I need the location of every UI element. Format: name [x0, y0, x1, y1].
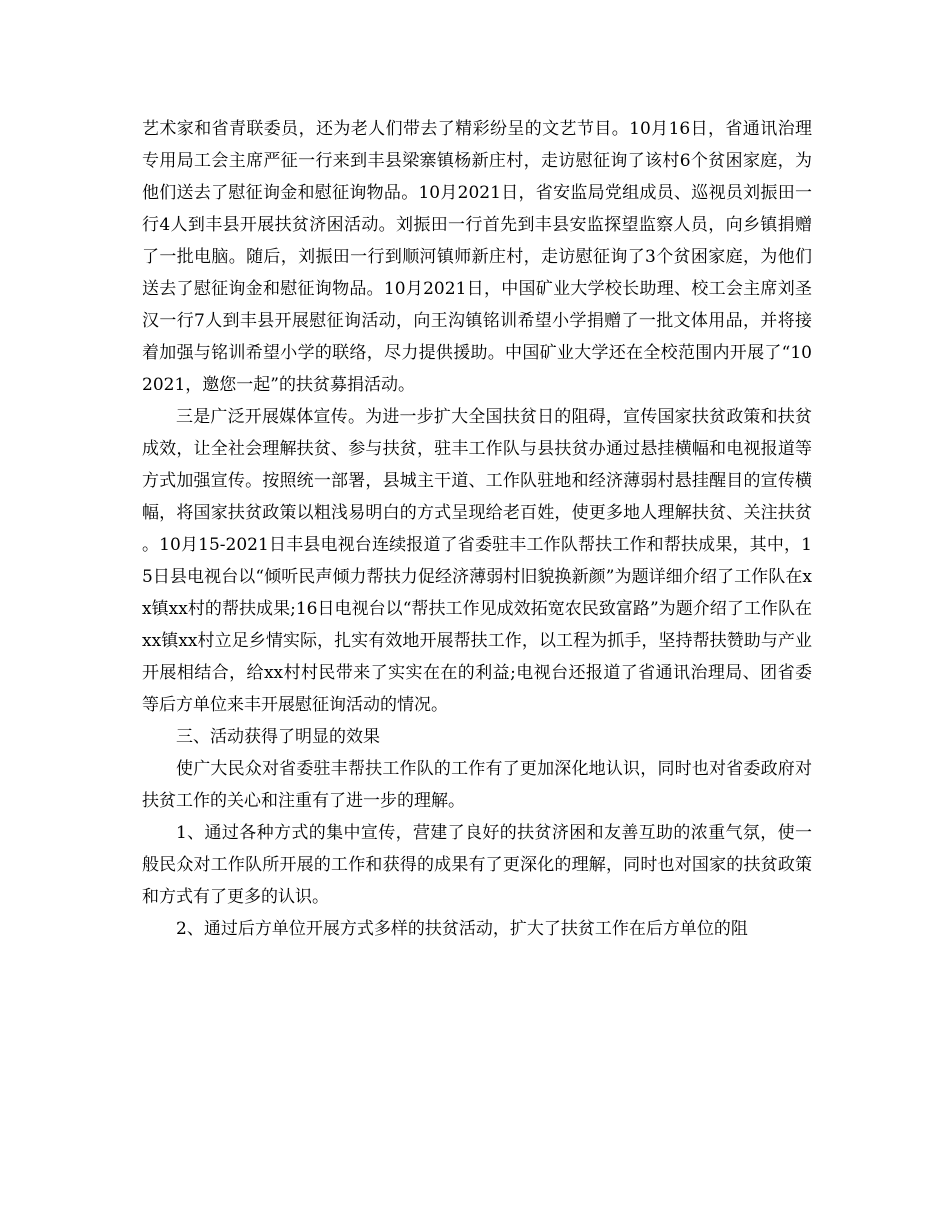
paragraph-media-publicity: 三是广泛开展媒体宣传。为进一步扩大全国扶贫日的阻碍，宣传国家扶贫政策和扶贫成效，让全社会理解扶贫、参与扶贫，驻丰工作队与县扶贫办通过悬挂横幅和电视报道等方式加强宣传。按照统一部署，县城主干道、工作队驻地和经济薄弱村悬挂醒目的宣传横幅，将国家扶贫政策以粗浅易明白的方式呈现给老百姓，使更多地人理解扶贫、关注扶贫。10月15-2021日丰县电视台连续报道了省委驻丰工作队帮扶工作和帮扶成果，其中，15日县电视台以“倾听民声倾力帮扶力促经济薄弱村旧貌换新颜”为题详细介绍了工作队在xx镇xx村的帮扶成果;16日电视台以“帮扶工作见成效拓宽农民致富路”为题介绍了工作队在xx镇xx村立足乡情实际，扎实有效地开展帮扶工作，以工程为抓手，坚持帮扶赞助与产业开展相结合，给xx村村民带来了实实在在的利益;电视台还报道了省通讯治理局、团省委等后方单位来丰开展慰征询活动的情况。	[142, 407, 812, 715]
section-heading-results: 三、活动获得了明显的效果	[176, 727, 380, 747]
paragraph-results-summary: 使广大民众对省委驻丰帮扶工作队的工作有了更加深化地认识，同时也对省委政府对扶贫工作的关心和注重有了进一步的理解。	[142, 759, 812, 811]
paragraph-result-1: 1、通过各种方式的集中宣传，营建了良好的扶贫济困和友善互助的浓重气氛，使一般民众对工作队所开展的工作和获得的成果有了更深化的理解，同时也对国家的扶贫政策和方式有了更多的认识。	[142, 823, 812, 907]
paragraph-result-2: 2、通过后方单位开展方式多样的扶贫活动，扩大了扶贫工作在后方单位的阻	[176, 919, 748, 939]
document-page	[142, 113, 812, 945]
paragraph-visits: 艺术家和省青联委员，还为老人们带去了精彩纷呈的文艺节目。10月16日，省通讯治理专用局工会主席严征一行来到丰县梁寨镇杨新庄村，走访慰征询了该村6个贫困家庭，为他们送去了慰征询金和慰征询物品。10月2021日，省安监局党组成员、巡视员刘振田一行4人到丰县开展扶贫济困活动。刘振田一行首先到丰县安监探望监察人员，向乡镇捐赠了一批电脑。随后，刘振田一行到顺河镇师新庄村，走访慰征询了3个贫困家庭，为他们送去了慰征询金和慰征询物品。10月2021日，中国矿业大学校长助理、校工会主席刘圣汉一行7人到丰县开展慰征询活动，向王沟镇铭训希望小学捐赠了一批文体用品，并将接着加强与铭训希望小学的联络，尽力提供援助。中国矿业大学还在全校范围内开展了“102021，邀您一起”的扶贫募捐活动。	[142, 119, 812, 395]
